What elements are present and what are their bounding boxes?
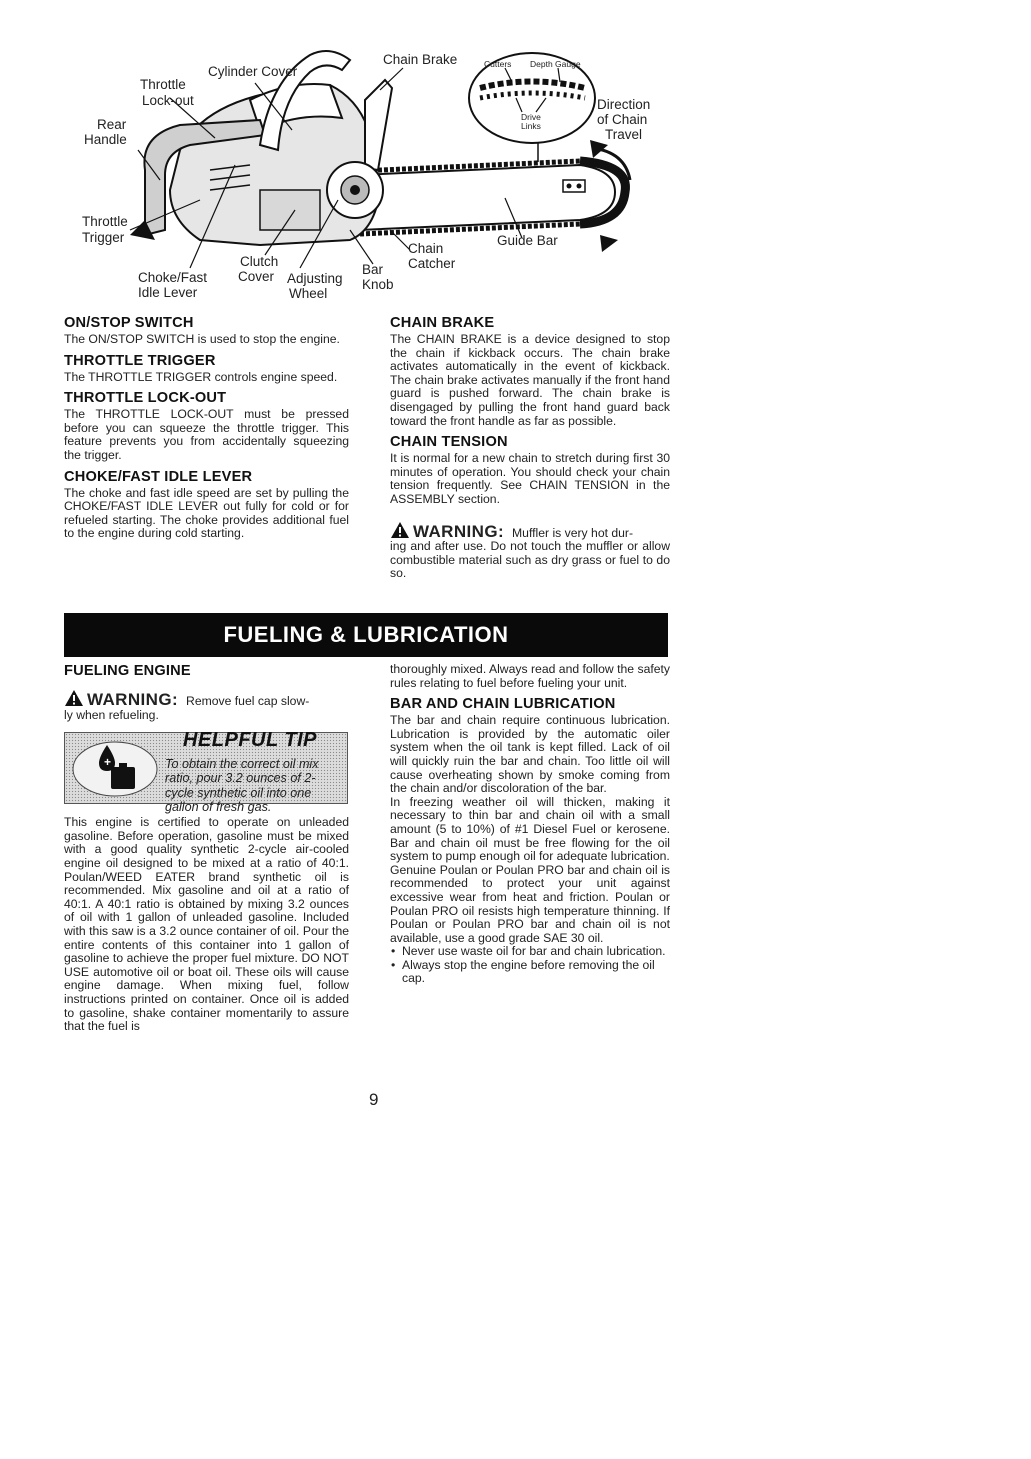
heading-choke-lever: CHOKE/FAST IDLE LEVER [64,468,253,485]
warning-text-rest: ly when refueling. [64,707,159,722]
text-chain-brake: The CHAIN BRAKE is a device designed to stop the chain if kickback occurs. The chain brake activates automatically in the event of kickback. The chain brake activates manually if the front hand guard is pushed forward. The chain brake is disengaged by pulling the front hand guard back toward the front handle as far as possible. [390,332,670,428]
text-fueling-continuation: thoroughly mixed. Always read and follow the safety rules relating to fuel before fueling your unit. [390,662,670,690]
label-chain-catcher-1: Chain [408,241,444,256]
label-adjusting-wheel-1: Adjusting [287,271,343,286]
label-cutters: Cutters [484,59,512,69]
text-throttle-trigger: The THROTTLE TRIGGER controls engine speed. [64,369,338,384]
page-number: 9 [369,1090,379,1109]
label-rear-handle-2: Handle [84,132,127,147]
text-on-stop-switch: The ON/STOP SWITCH is used to stop the engine. [64,332,340,346]
text-chain-tension: It is normal for a new chain to stretch during first 30 minutes of operation. You should check your chain tension frequently. See CHAIN TENSION in the ASSEMBLY section. [390,451,670,506]
warning-label: WARNING: [413,521,505,541]
warning-label: WARNING: [87,690,179,709]
label-chain-catcher-2: Catcher [408,256,456,271]
heading-chain-brake: CHAIN BRAKE [390,315,495,331]
text-choke-lever: The choke and fast idle speed are set by pulling the CHOKE/FAST IDLE LEVER out fully for cold or for refueled starting. The choke provides additional fuel to the engine during cold starting. [64,485,349,541]
label-throttle-trigger-2: Trigger [82,230,125,245]
label-throttle-trigger-1: Throttle [82,214,128,229]
label-choke-2: Idle Lever [138,285,198,300]
list-item: • Never use waste oil for bar and chain lubrication. [390,945,670,959]
warning-triangle-icon [390,521,410,539]
fuel-cap-warning [64,687,349,722]
chainsaw-diagram [60,40,700,305]
label-clutch-cover-1: Clutch [240,254,279,269]
heading-fueling-engine: FUELING ENGINE [64,663,191,679]
label-guide-bar: Guide Bar [497,233,558,248]
label-direction-1: Direction [597,97,651,112]
section-banner: FUELING & LUBRICATION [64,613,668,657]
helpful-tip-title: HELPFUL TIP [183,729,318,752]
text-lubrication-2: In freezing weather oil will thicken, making it necessary to thin bar and chain oil with a small amount (5 to 10%) of #1 Diesel Fuel or kerosene. Bar and chain oil must be free flowing for the oil system to pump enough oil for adequate lubrication. [390,794,670,864]
lubrication-column [390,663,670,986]
fueling-column [64,663,349,1034]
label-throttle-lockout-1: Throttle [140,77,186,92]
label-cylinder-cover: Cylinder Cover [208,64,298,79]
svg-text:+: + [104,755,112,770]
lubrication-bullets [390,945,670,986]
text-lubrication-3: Genuine Poulan or Poulan PRO bar and chain oil is recommended to protect your unit against excessive wear from heat and friction. Poulan or Poulan PRO oil resists high temperature thinning. If Poulan or Poulan PRO bar and chain oil is not available, use a good grade SAE 30 oil. [390,862,670,945]
text-throttle-lockout: The THROTTLE LOCK-OUT must be pressed before you can squeeze the throttle trigger. This feature prevents you from accidentally squeezing the trigger. [64,407,349,462]
label-clutch-cover-2: Cover [238,269,275,284]
heading-chain-tension: CHAIN TENSION [390,434,508,451]
label-drive-links-2: Links [521,121,541,131]
label-bar-knob-1: Bar [362,262,384,277]
heading-throttle-lockout: THROTTLE LOCK-OUT [64,390,227,407]
label-adjusting-wheel-2: Wheel [289,286,328,301]
helpful-tip-box [64,729,348,814]
label-direction-3: Travel [605,127,643,142]
heading-throttle-trigger: THROTTLE TRIGGER [64,352,216,369]
list-item: • Always stop the engine before removing the oil cap. [390,959,670,986]
text-fueling-body: This engine is certified to operate on unleaded gasoline. Before operation, gasoline must be mixed with a good quality synthetic 2-cycle air-cooled engine oil designed to be mixed at a ratio of 40:1. Poulan/WEED EATER brand synthetic oil is recommended. Mix gasoline and oil at a ratio of 40:1. A 40:1 ratio is obtained by mixing 3.2 ounces of oil with 1 gallon of unleaded gasoline. Included with this saw is a 3.2 ounce container of oil. Pour the entire contents of this container into 1 gallon of gasoline to achieve the proper fuel mixture. DO NOT USE automotive oil or boat oil. These oils will cause engine damage. When mixing fuel, follow instructions printed on container. Once oil is added to gasoline, shake container momentarily to assure that the fuel is [64,815,349,1034]
label-depth-gauge: Depth Gauge [530,59,581,69]
controls-column-right [390,315,670,581]
heading-bar-chain-lubrication: BAR AND CHAIN LUBRICATION [390,696,616,713]
muffler-warning [390,519,670,581]
warning-text-first: Remove fuel cap slow- [186,694,310,708]
label-chain-brake: Chain Brake [383,52,458,67]
heading-on-stop-switch: ON/STOP SWITCH [64,315,194,331]
label-throttle-lockout-2: Lock-out [142,93,194,108]
controls-column-left [64,315,349,541]
label-direction-2: of Chain [597,112,648,127]
helpful-tip-text: To obtain the correct oil mix ratio, pour 3.2 ounces of 2-cycle synthetic oil into one gallon of fresh gas. [165,757,319,814]
warning-text-rest: ing and after use. Do not touch the muffler or allow combustible material such as dry grass or fuel to do so. [390,539,670,581]
label-bar-knob-2: Knob [362,277,394,292]
label-drive-links-1: Drive [521,112,541,122]
oil-drop-icon [71,739,159,797]
warning-text-first: Muffler is very hot dur- [512,525,634,540]
text-lubrication-1: The bar and chain require continuous lubrication. Lubrication is provided by the automatic oiler system when the oil tank is kept filled. Lack of oil will quickly ruin the bar and chain. Too little oil will cause overheating shown by smoke coming from the chain and/or discoloration of the bar. [390,713,670,796]
label-rear-handle-1: Rear [97,117,127,132]
warning-triangle-icon [64,689,84,707]
label-choke-1: Choke/Fast [138,270,208,285]
